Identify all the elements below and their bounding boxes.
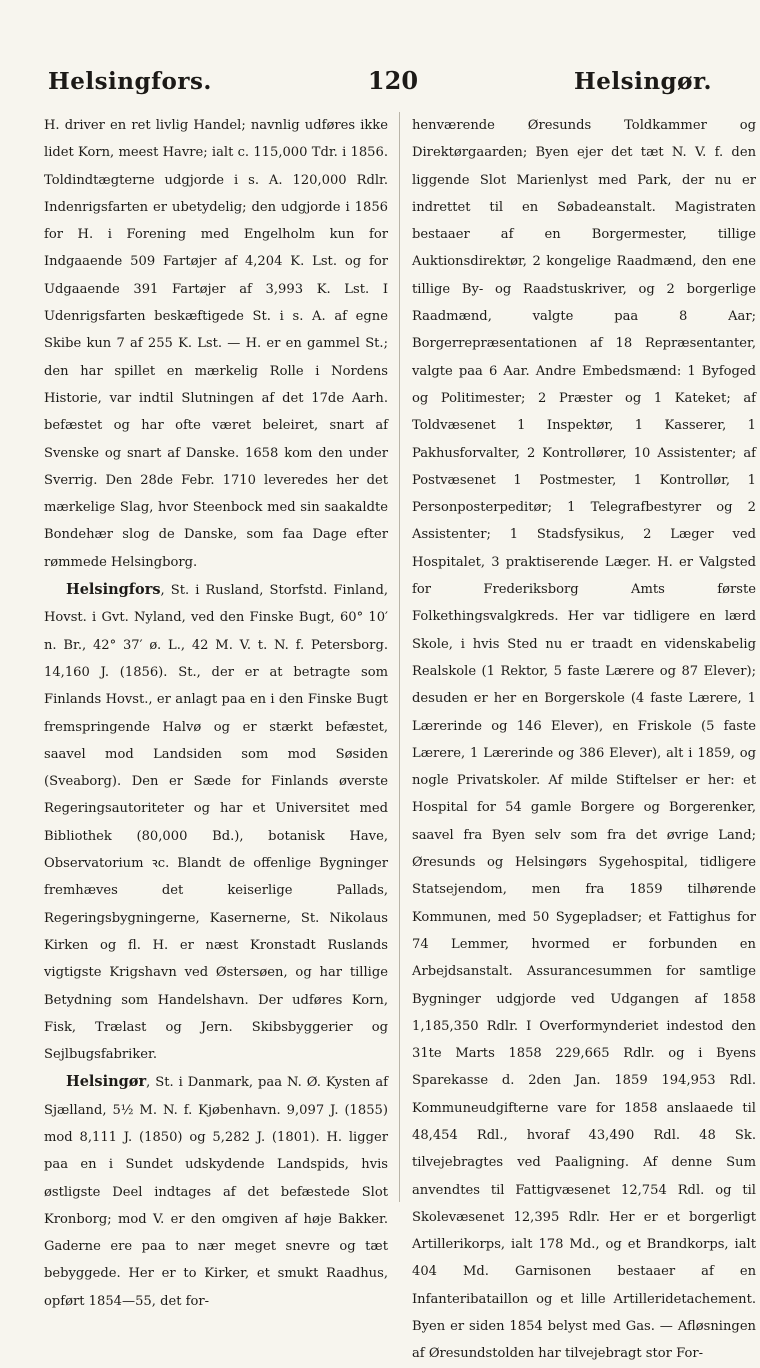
entry-helsingor-continuation: henværende Øresunds Toldkammer og Direktørgaarden; Byen ejer det tæt N. V. f. den liggende Slot Marienlyst med Park, der nu er indrettet til en Søbadeanstalt. Magistraten bestaaer af en Borgermester, tillige Auktionsdirektør, 2 kongelige Raadmænd, den ene tillige By- og Raadstuskriver, og 2 borgerlige Raadmænd, valgte paa 8 Aar; Borgerrepræsentationen af 18 Repræsentanter, valgte paa 6 Aar. Andre Embedsmænd: 1 Byfoged og Politimester; 2 Præster og 1 Kateket; af Toldvæsenet 1 Inspektør, 1 Kasserer, 1 Pakhusforvalter, 2 Kontrollører, 10 Assistenter; af Postvæsenet 1 Postmester, 1 Kontrollør, 1 Personposterpeditør; 1 Telegrafbestyrer og 2 Assistenter; 1 Stadsfysikus, 2 Læger ved Hospitalet, 3 praktiserende Læger. H. er Valgsted for Frederiksborg Amts første Folkethingsvalgkreds. Her var tidligere en lærd Skole, i hvis Sted nu er traadt en videnskabelig Realskole (1 Rektor, 5 faste Lærere og 87 Elever); desuden er her en Borgerskole (4 faste Lærere, 1 Lærerinde og 146 Elever), en Friskole (5 faste Lærere, 1 Lærerinde og 386 Elever), alt i 1859, og nogle Privatskoler. Af milde Stiftelser er her: et Hospital for 54 gamle Borgere og Borgerenker, saavel fra Byen selv som fra det øvrige Land; Øresunds og Helsingørs Sygehospital, tidligere Statsejendom, men fra 1859 tilhørende Kommunen, med 50 Sygepladser; et Fattighus for 74 Lemmer, hvormed er forbunden en Arbejdsanstalt. Assurancesummen for samtlige Bygninger udgjorde ved Udgangen af 1858 1,185,350 Rdlr. I Overformynderiet indestod den 31te Marts 1858 229,665 Rdlr. og i Byens Sparekasse d. 2den Jan. 1859 194,953 Rdl. Kommuneudgifterne vare for 1858 anslaaede til 48,454 Rdl., hvoraf 43,490 Rdl. 48 Sk. tilvejebragtes ved Paaligning. Af denne Sum anvendtes til Fattigvæsenet 12,754 Rdl. og til Skolevæsenet 12,395 Rdlr. Her er et borgerligt Artillerikorps, ialt 178 Md., og et Brandkorps, ialt 404 Md. Garnisonen bestaaer af en Infanteribataillon og et lille Artilleridetachement. Byen er siden 1854 belyst med Gas. — Afløsningen af Øresundstolden har tilvejebragt stor For- (412, 118, 756, 1362)
entry-helsingor-text: , St. i Danmark, paa N. Ø. Kysten af Sjælland, 5½ M. N. f. Kjøbenhavn. 9,097 J. (1855) mod 8,111 J. (1850) og 5,282 J. (1801). H. ligger paa en i Sundet udskydende Landspids, hvis østligste Deel indtages af det befæstede Slot Kronborg; mod V. er den omgiven af høje Bakker. Gaderne ere paa to nær meget snevre og tæt bebyggede. Her er to Kirker, et smukt Raadhus, opført 1854—55, det for- (44, 1075, 388, 1309)
entry-helsingor (44, 1068, 388, 1315)
page-header (48, 66, 712, 102)
entry-helsingfors-text: , St. i Rusland, Storfstd. Finland, Hovst. i Gvt. Nyland, ved den Finske Bugt, 60° 10′ n. Br., 42° 37′ ø. L., 42 M. V. t. N. f. Petersborg. 14,160 J. (1856). St., der er at betragte som Finlands Hovst., er anlagt paa en i den Finske Bugt fremspringende Halvø og er stærkt befæstet, saavel mod Landsiden som mod Søsiden (Sveaborg). Den er Sæde for Finlands øverste Regeringsautoriteter og har et Universitet med Bibliothek (80,000 Bd.), botanisk Have, Observatorium ꝛc. Blandt de offenlige Bygninger fremhæves det keiserlige Pallads, Regeringsbygningerne, Kasernerne, St. Nikolaus Kirken og fl. H. er næst Kronstadt Ruslands vigtigste Krigshavn ved Østersøen, og har tillige Betydning som Handelshavn. Der udføres Korn, Fisk, Trælast og Jern. Skibsbyggerier og Sejlbugsfabriker. (44, 583, 388, 1063)
running-head-right: Helsingør. (574, 68, 712, 95)
entry-helsingfors (44, 576, 388, 1068)
running-head-left: Helsingfors. (48, 68, 212, 95)
entry-helsingborg-continuation: H. driver en ret livlig Handel; navnlig udføres ikke lidet Korn, meest Havre; ialt c. 115,000 Tdr. i 1856. Toldindtægterne udgjorde i s. A. 120,000 Rdlr. Indenrigsfarten er ubetydelig; den udgjorde i 1856 for H. i Forening med Engelholm kun for Indgaaende 509 Fartøjer af 4,204 K. Lst. og for Udgaaende 391 Fartøjer af 3,993 K. Lst. I Udenrigsfarten beskæftigede St. i s. A. af egne Skibe kun 7 af 255 K. Lst. — H. er en gammel St.; den har spillet en mærkelig Rolle i Nordens Historie, var indtil Slutningen af det 17de Aarh. befæstet og har ofte været beleiret, snart af Svenske og snart af Danske. 1658 kom den under Sverrig. Den 28de Febr. 1710 leveredes her det mærkelige Slag, hvor Steenbock med sin saakaldte Bondehær slog de Danske, som faa Dage efter rømmede Helsingborg. (44, 118, 388, 570)
entry-helsingor-lemma: Helsingør (66, 1073, 147, 1091)
page-number: 120 (367, 66, 419, 95)
right-column (412, 112, 756, 1362)
left-column (44, 112, 388, 1309)
entry-helsingfors-lemma: Helsingfors (66, 581, 161, 599)
column-divider (399, 112, 400, 1202)
